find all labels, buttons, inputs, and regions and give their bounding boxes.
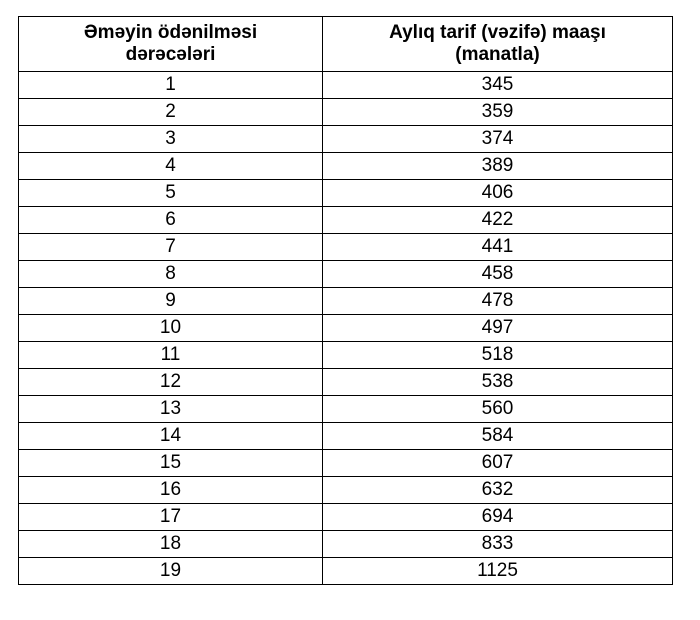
salary-cell: 458 <box>323 261 673 288</box>
header-grade-line-1: Əməyin ödənilməsi <box>83 22 258 43</box>
table-row <box>19 126 673 153</box>
grade-cell: 13 <box>19 396 323 423</box>
salary-cell: 560 <box>323 396 673 423</box>
grade-cell: 12 <box>19 369 323 396</box>
salary-cell: 374 <box>323 126 673 153</box>
grade-cell: 7 <box>19 234 323 261</box>
salary-cell: 584 <box>323 423 673 450</box>
table-row <box>19 450 673 477</box>
grade-cell: 16 <box>19 477 323 504</box>
grade-cell: 18 <box>19 531 323 558</box>
grade-cell: 11 <box>19 342 323 369</box>
salary-cell: 345 <box>323 72 673 99</box>
table-row <box>19 423 673 450</box>
table-row <box>19 342 673 369</box>
table-row <box>19 396 673 423</box>
table-row <box>19 234 673 261</box>
salary-cell: 441 <box>323 234 673 261</box>
grade-cell: 14 <box>19 423 323 450</box>
salary-cell: 518 <box>323 342 673 369</box>
grade-cell: 10 <box>19 315 323 342</box>
grade-cell: 15 <box>19 450 323 477</box>
grade-cell: 19 <box>19 558 323 585</box>
table-row <box>19 180 673 207</box>
grade-cell: 6 <box>19 207 323 234</box>
table-row <box>19 477 673 504</box>
grade-cell: 5 <box>19 180 323 207</box>
salary-cell: 389 <box>323 153 673 180</box>
table-header <box>19 17 673 72</box>
table-row <box>19 153 673 180</box>
salary-cell: 833 <box>323 531 673 558</box>
header-grade <box>19 17 323 72</box>
header-salary <box>323 17 673 72</box>
salary-cell: 538 <box>323 369 673 396</box>
grade-cell: 9 <box>19 288 323 315</box>
header-row <box>19 17 673 72</box>
table-body <box>19 72 673 585</box>
salary-cell: 359 <box>323 99 673 126</box>
grade-cell: 3 <box>19 126 323 153</box>
wage-table <box>18 16 673 585</box>
table-row <box>19 558 673 585</box>
table-row <box>19 315 673 342</box>
grade-cell: 4 <box>19 153 323 180</box>
salary-cell: 422 <box>323 207 673 234</box>
table-row <box>19 99 673 126</box>
salary-cell: 406 <box>323 180 673 207</box>
header-salary-line-1: Aylıq tarif (vəzifə) maaşı <box>389 22 606 43</box>
header-grade-line-2: dərəcələri <box>125 44 216 65</box>
salary-cell: 632 <box>323 477 673 504</box>
table-row <box>19 261 673 288</box>
salary-cell: 478 <box>323 288 673 315</box>
table-row <box>19 288 673 315</box>
salary-cell: 607 <box>323 450 673 477</box>
salary-cell: 694 <box>323 504 673 531</box>
header-salary-line-2: (manatla) <box>455 44 540 65</box>
table-row <box>19 504 673 531</box>
table-row <box>19 531 673 558</box>
table-row <box>19 369 673 396</box>
salary-cell: 1125 <box>323 558 673 585</box>
grade-cell: 8 <box>19 261 323 288</box>
grade-cell: 2 <box>19 99 323 126</box>
salary-cell: 497 <box>323 315 673 342</box>
grade-cell: 1 <box>19 72 323 99</box>
grade-cell: 17 <box>19 504 323 531</box>
table-row <box>19 72 673 99</box>
table-row <box>19 207 673 234</box>
